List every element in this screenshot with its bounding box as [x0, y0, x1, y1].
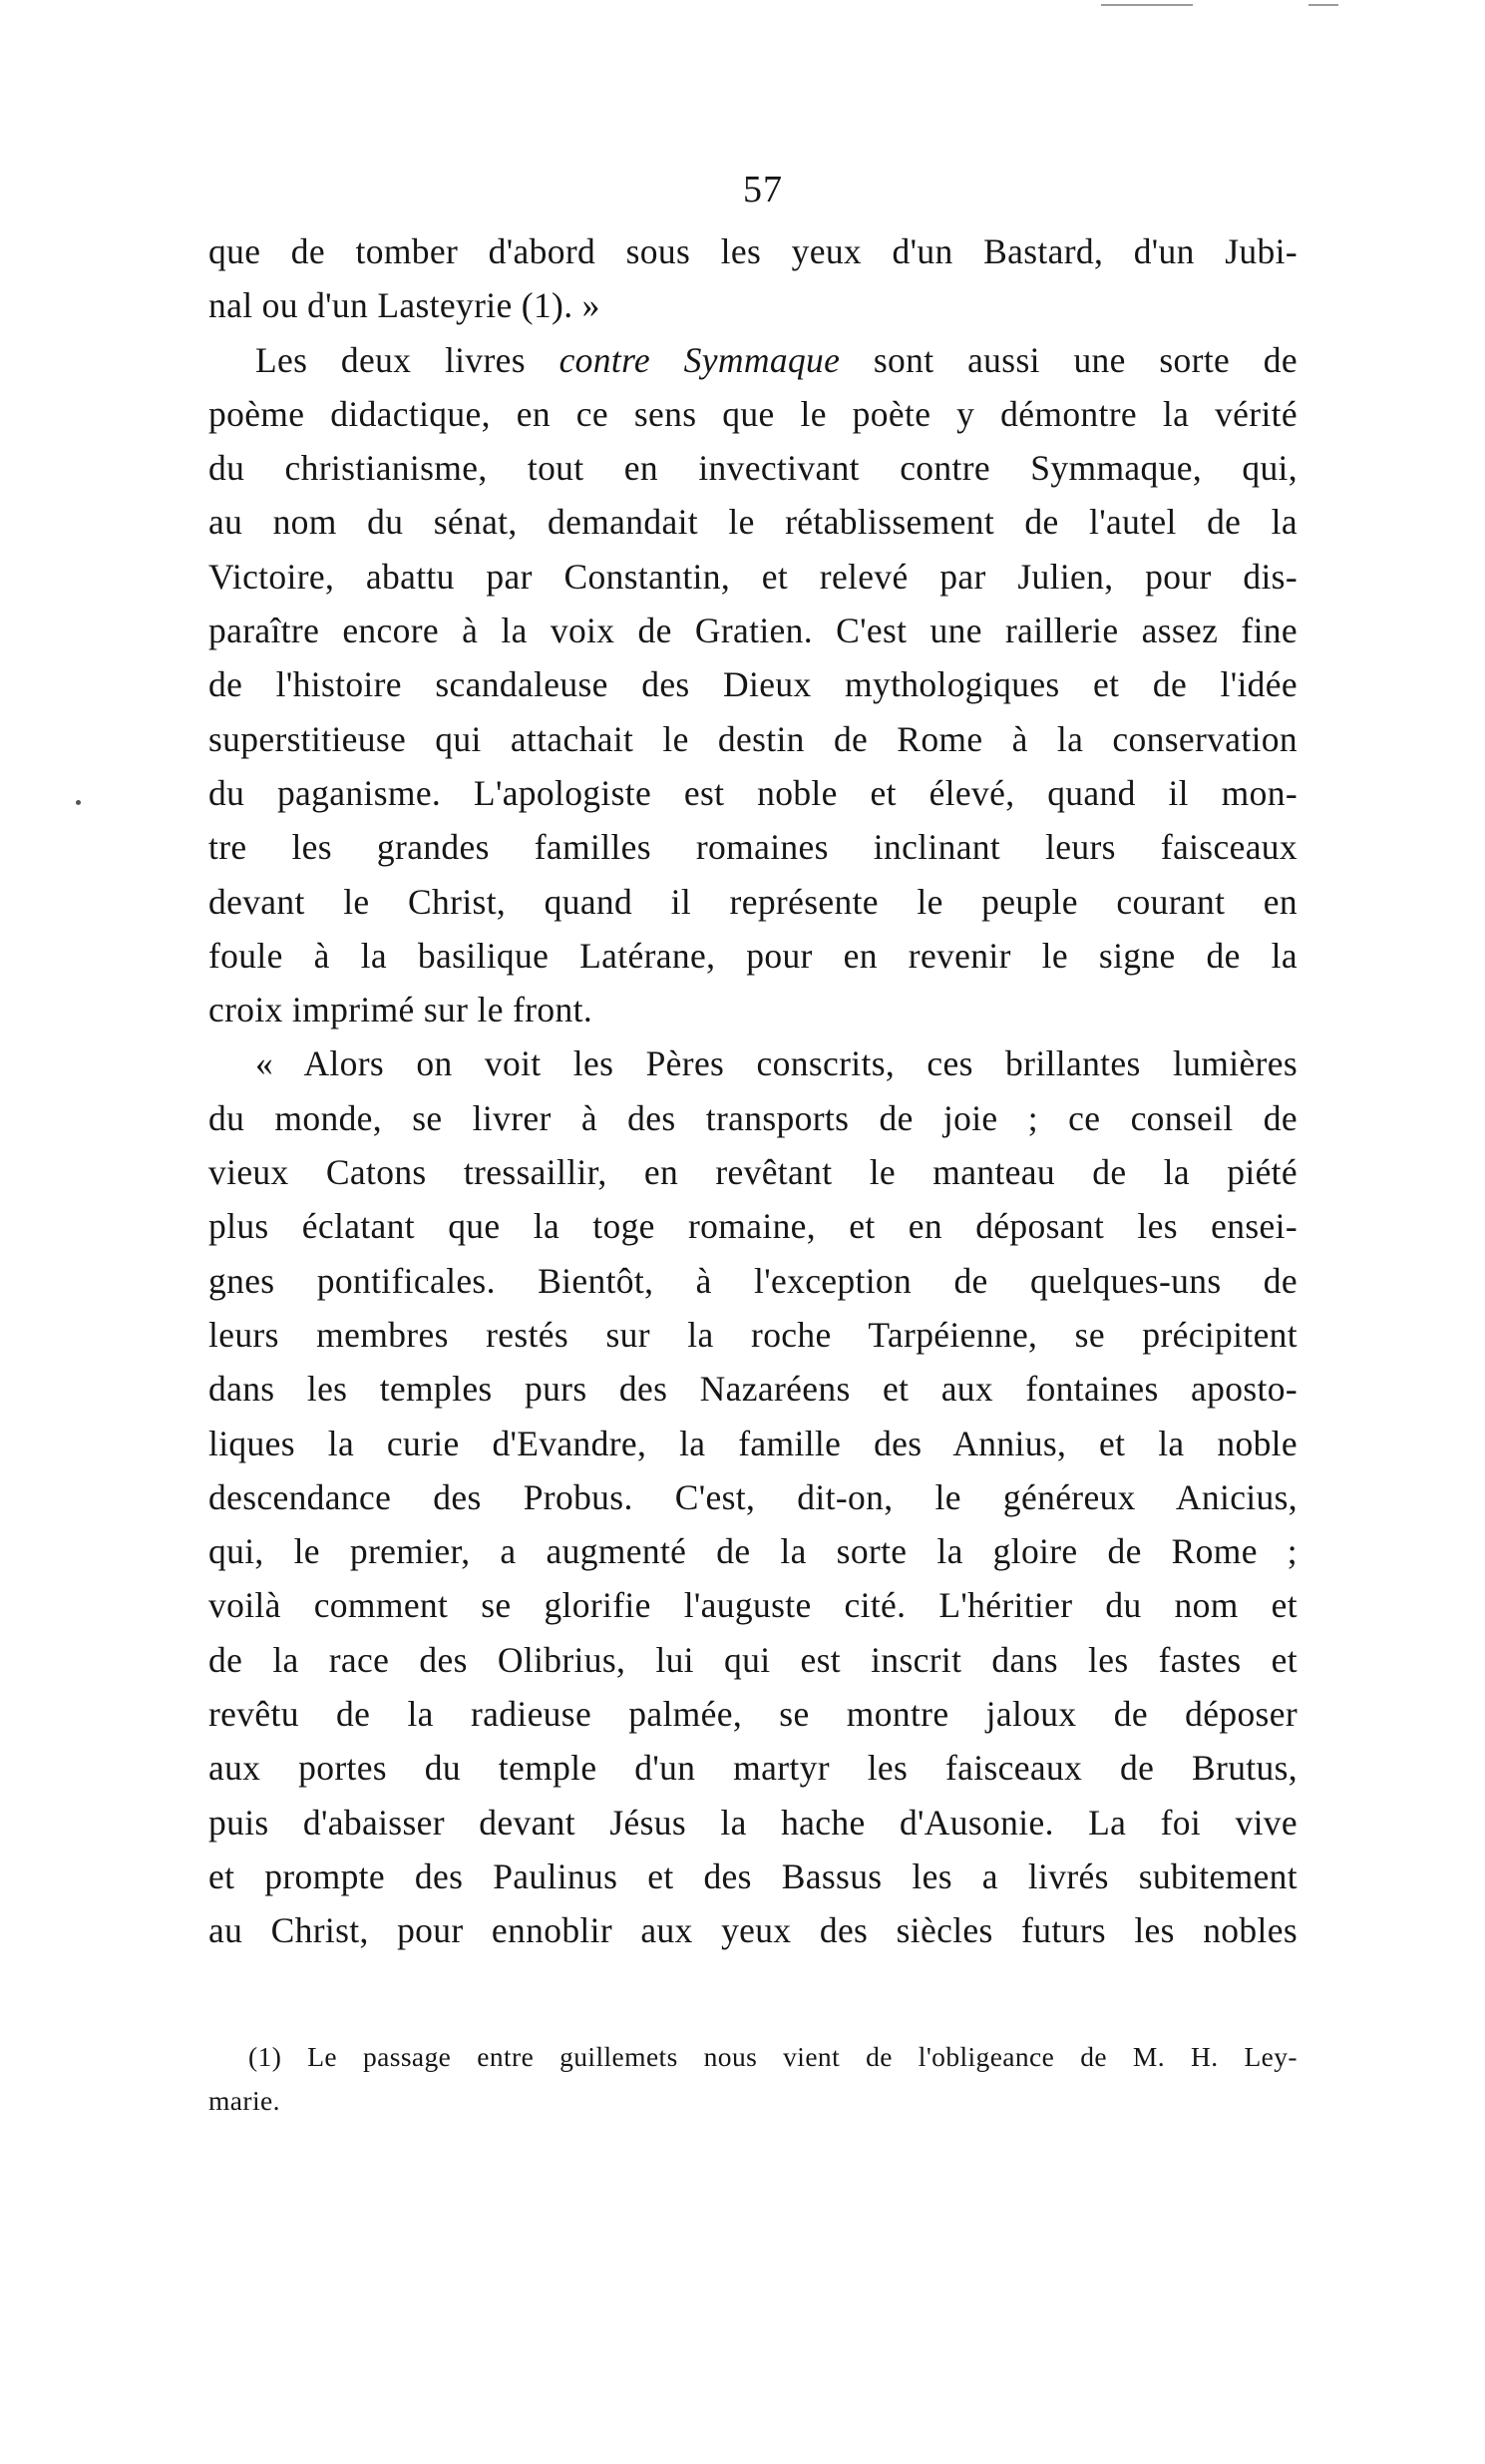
text-line: aux portes du temple d'un martyr les faisceaux de Brutus,: [208, 1748, 1298, 1789]
text-line: devant le Christ, quand il représente le peuple courant en: [208, 881, 1298, 922]
text-line: tre les grandes familles romaines inclinant leurs faisceaux: [208, 827, 1298, 868]
text-line: superstitieuse qui attachait le destin de Rome à la conservation: [208, 718, 1298, 759]
text-line: croix imprimé sur le front.: [208, 990, 593, 1030]
text-line: de la race des Olibrius, lui qui est inscrit dans les fastes et: [208, 1639, 1298, 1680]
text-line: et prompte des Paulinus et des Bassus les a livrés subitement: [208, 1855, 1298, 1896]
text-line: gnes pontificales. Bientôt, à l'exception de quelques-uns de: [208, 1260, 1298, 1301]
text-line: qui, le premier, a augmenté de la sorte la gloire de Rome ;: [208, 1531, 1298, 1572]
scan-speck: [76, 800, 81, 805]
text-line: de l'histoire scandaleuse des Dieux mythologiques et de l'idée: [208, 664, 1298, 705]
text-line: nal ou d'un Lasteyrie (1). »: [208, 285, 600, 326]
text-line: poème didactique, en ce sens que le poète y démontre la vérité: [208, 393, 1298, 434]
text-run: Les deux livres: [255, 339, 559, 380]
text-line: descendance des Probus. C'est, dit-on, le généreux Anicius,: [208, 1476, 1298, 1517]
text-line: plus éclatant que la toge romaine, et en déposant les ensei-: [208, 1206, 1298, 1247]
text-line: « Alors on voit les Pères conscrits, ces brillantes lumières: [255, 1043, 1298, 1084]
text-line: liques la curie d'Evandre, la famille des Annius, et la noble: [208, 1423, 1298, 1463]
text-line: [208, 333, 1298, 387]
page-number: 57: [743, 169, 783, 210]
text-line: vieux Catons tressaillir, en revêtant le manteau de la piété: [208, 1152, 1298, 1193]
text-line: au nom du sénat, demandait le rétablissement de l'autel de la: [208, 502, 1298, 543]
text-run: sont aussi une sorte de: [840, 339, 1298, 380]
text-line: leurs membres restés sur la roche Tarpéienne, se précipitent: [208, 1314, 1298, 1355]
text-line: du monde, se livrer à des transports de joie ; ce conseil de: [208, 1097, 1298, 1138]
footnote: [208, 2035, 1298, 2123]
text-line: voilà comment se glorifie l'auguste cité. L'héritier du nom et: [208, 1585, 1298, 1626]
text-line: au Christ, pour ennoblir aux yeux des siècles futurs les nobles: [208, 1910, 1298, 1951]
text-line: du christianisme, tout en invectivant contre Symmaque, qui,: [208, 448, 1298, 489]
text-line: foule à la basilique Latérane, pour en revenir le signe de la: [208, 935, 1298, 976]
text-line: paraître encore à la voix de Gratien. C'est une raillerie assez fine: [208, 611, 1298, 651]
footnote-line: (1) Le passage entre guillemets nous vient de l'obligeance de M. H. Ley-: [248, 2041, 1298, 2072]
text-line: Victoire, abattu par Constantin, et relevé par Julien, pour dis-: [208, 556, 1298, 597]
body-text: [208, 224, 1298, 1958]
scan-edge-mark: [1101, 4, 1193, 6]
text-line: du paganisme. L'apologiste est noble et élevé, quand il mon-: [208, 772, 1298, 813]
text-line: dans les temples purs des Nazaréens et aux fontaines aposto-: [208, 1369, 1298, 1410]
text-line: que de tomber d'abord sous les yeux d'un Bastard, d'un Jubi-: [208, 231, 1298, 271]
italic-title: contre Symmaque: [558, 339, 841, 380]
text-line: revêtu de la radieuse palmée, se montre jaloux de déposer: [208, 1694, 1298, 1735]
footnote-line: marie.: [208, 2085, 280, 2116]
text-line: puis d'abaisser devant Jésus la hache d'Ausonie. La foi vive: [208, 1802, 1298, 1843]
scan-edge-mark: [1308, 4, 1338, 6]
